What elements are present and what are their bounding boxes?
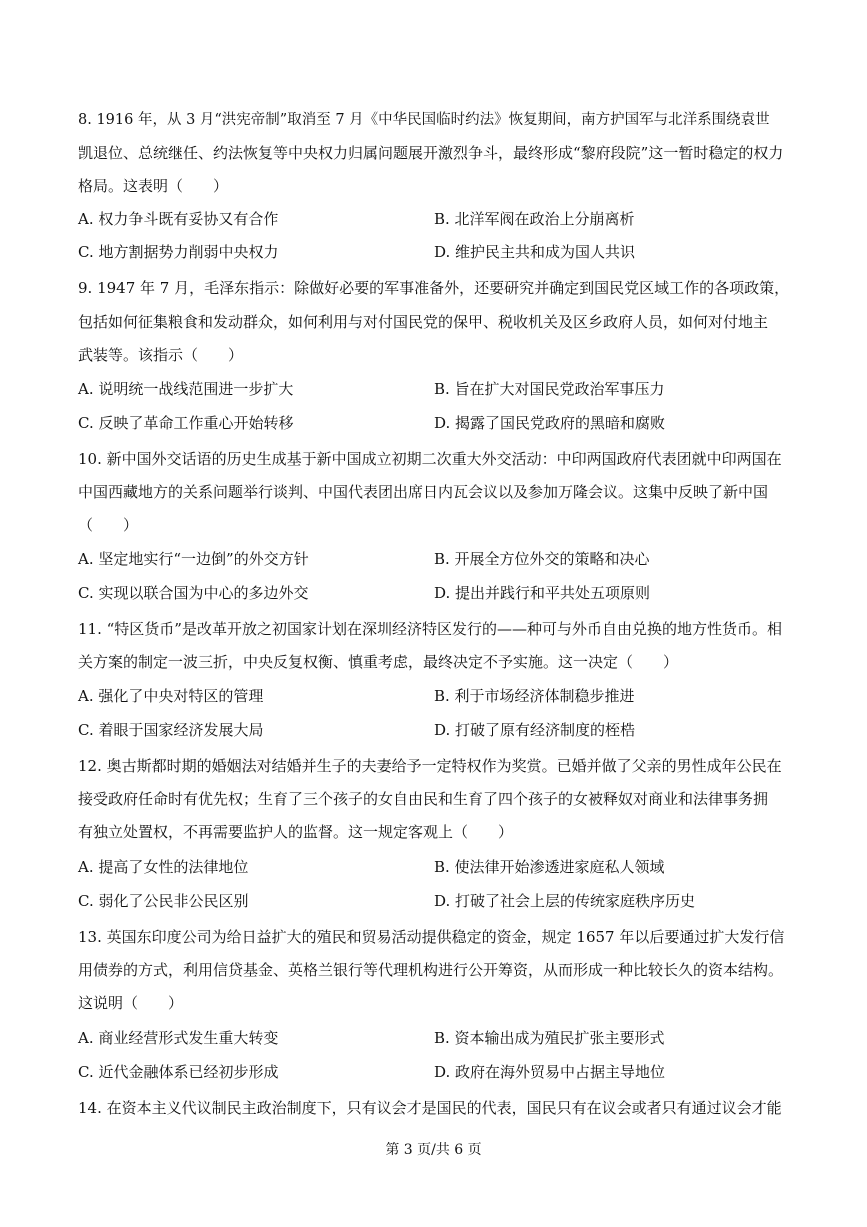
question-12-option-b: B. 使法律开始渗透进家庭私人领域 <box>434 858 665 876</box>
question-9-line-1: 9. 1947 年 7 月，毛泽东指示：除做好必要的军事准备外，还要研究并确定到国民党区域工作的各项政策， <box>78 279 790 297</box>
question-11-option-a: A. 强化了中央对特区的管理 <box>78 687 264 705</box>
question-9-option-c: C. 反映了革命工作重心开始转移 <box>78 414 294 432</box>
question-11-option-c: C. 着眼于国家经济发展大局 <box>78 721 264 739</box>
question-12-option-a: A. 提高了女性的法律地位 <box>78 858 249 876</box>
question-10-line-2: 中国西藏地方的关系问题举行谈判、中国代表团出席日内瓦会议以及参加万隆会议。这集中反映了新中国 <box>78 483 769 501</box>
question-8-option-d: D. 维护民主共和成为国人共识 <box>434 243 636 261</box>
question-10-option-d: D. 提出并践行和平共处五项原则 <box>434 584 651 602</box>
page-footer: 第 3 页/共 6 页 <box>385 1142 482 1158</box>
question-11-line-1: 11. “特区货币”是改革开放之初国家计划在深圳经济特区发行的——种可与外币自由兑换的地方性货币。相 <box>78 620 782 638</box>
question-10-line-3: （ ） <box>78 516 139 534</box>
question-9-option-a: A. 说明统一战线范围进一步扩大 <box>78 380 294 398</box>
question-13-option-d: D. 政府在海外贸易中占据主导地位 <box>434 1063 666 1081</box>
question-8-option-b: B. 北洋军阀在政治上分崩离析 <box>434 210 635 228</box>
question-13-line-3: 这说明（ ） <box>78 994 184 1012</box>
question-8-line-1: 8. 1916 年，从 3 月“洪宪帝制”取消至 7 月《中华民国临时约法》恢复期间，南方护国军与北洋系围绕袁世 <box>78 112 770 128</box>
question-12-option-c: C. 弱化了公民非公民区别 <box>78 892 249 910</box>
question-14-line-1: 14. 在资本主义代议制民主政治制度下，只有议会才是国民的代表，国民只有在议会或者只有通过议会才能 <box>78 1099 782 1117</box>
question-13-option-c: C. 近代金融体系已经初步形成 <box>78 1063 279 1081</box>
question-13-option-a: A. 商业经营形式发生重大转变 <box>78 1029 279 1047</box>
question-12-line-2: 接受政府任命时有优先权；生育了三个孩子的女自由民和生育了四个孩子的女被释奴对商业和法律事务拥 <box>78 790 769 808</box>
question-12-line-3: 有独立处置权，不再需要监护人的监督。这一规定客观上（ ） <box>78 823 514 841</box>
question-9-option-d: D. 揭露了国民党政府的黑暗和腐败 <box>434 414 666 432</box>
question-13-line-1: 13. 英国东印度公司为给日益扩大的殖民和贸易活动提供稳定的资金，规定 1657 年以后要通过扩大发行信 <box>78 928 785 946</box>
question-13-line-2: 用债券的方式，利用信贷基金、英格兰银行等代理机构进行公开筹资，从而形成一种比较长久的资本结构。 <box>78 961 784 979</box>
question-8-line-3: 格局。这表明（ ） <box>78 177 229 195</box>
question-13-option-b: B. 资本输出成为殖民扩张主要形式 <box>434 1029 665 1047</box>
question-10-line-1: 10. 新中国外交话语的历史生成基于新中国成立初期二次重大外交活动：中印两国政府代表团就中印两国在 <box>78 450 782 468</box>
question-8-option-a: A. 权力争斗既有妥协又有合作 <box>78 210 279 228</box>
question-11-line-2: 关方案的制定一波三折，中央反复权衡、慎重考虑，最终决定不予实施。这一决定（ ） <box>78 653 679 671</box>
question-9-line-3: 武装等。该指示（ ） <box>78 346 244 364</box>
question-11-option-d: D. 打破了原有经济制度的桎梏 <box>434 721 636 739</box>
question-10-option-b: B. 开展全方位外交的策略和决心 <box>434 550 650 568</box>
question-9-line-2: 包括如何征集粮食和发动群众，如何利用与对付国民党的保甲、税收机关及区乡政府人员，如何对付地主 <box>78 313 769 331</box>
question-8-option-c: C. 地方割据势力削弱中央权力 <box>78 243 279 261</box>
question-11-option-b: B. 利于市场经济体制稳步推进 <box>434 687 635 705</box>
question-8-line-2: 凯退位、总统继任、约法恢复等中央权力归属问题展开激烈争斗，最终形成“黎府段院”这一暂时稳定的权力 <box>78 144 784 162</box>
question-12-line-1: 12. 奥古斯都时期的婚姻法对结婚并生子的夫妻给予一定特权作为奖赏。已婚并做了父亲的男性成年公民在 <box>78 757 782 775</box>
question-10-option-c: C. 实现以联合国为中心的多边外交 <box>78 584 309 602</box>
question-9-option-b: B. 旨在扩大对国民党政治军事压力 <box>434 380 665 398</box>
question-12-option-d: D. 打破了社会上层的传统家庭秩序历史 <box>434 892 696 910</box>
question-10-option-a: A. 坚定地实行“一边倒”的外交方针 <box>78 550 309 568</box>
